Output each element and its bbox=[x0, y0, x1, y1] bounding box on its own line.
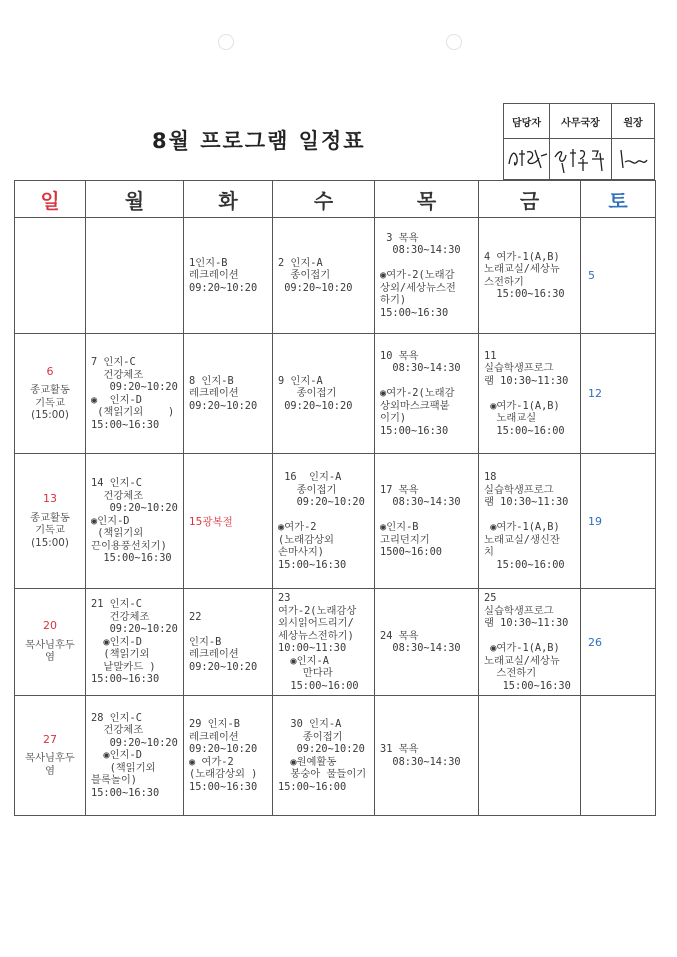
calendar-table bbox=[14, 180, 656, 816]
weekday-fri: 금 bbox=[479, 181, 581, 218]
calendar-cell-thu bbox=[375, 696, 479, 816]
signature-manager bbox=[504, 139, 550, 180]
weekday-sun: 일 bbox=[15, 181, 86, 218]
calendar-cell-sat bbox=[581, 589, 656, 696]
calendar-cell-thu bbox=[375, 218, 479, 334]
schedule-entry: 24 목욕 08:30~14:30 bbox=[380, 629, 461, 654]
schedule-entry: 2 인지-A 종이접기 09:20~10:20 bbox=[278, 256, 353, 294]
calendar-cell-wed bbox=[273, 454, 375, 589]
calendar-cell-thu bbox=[375, 589, 479, 696]
schedule-entry: 25 실습학생프로그 램 10:30~11:30 ◉여가-1(A,B) 노래교실/세상뉴 스전하기 15:00~16:30 bbox=[484, 592, 571, 692]
page-title: 8월 프로그램 일정표 bbox=[152, 129, 366, 153]
calendar-cell-sat bbox=[581, 454, 656, 589]
calendar-cell-fri bbox=[479, 589, 581, 696]
calendar-cell-mon bbox=[86, 589, 184, 696]
calendar-cell-fri bbox=[479, 696, 581, 816]
schedule-entry: 17 목욕 08:30~14:30 ◉인지-B 고리던지기 1500~16:00 bbox=[380, 483, 461, 558]
schedule-entry: 10 목욕 08:30~14:30 ◉여가-2(노래감 상외마스크팩붙 이기) 15:00~16:30 bbox=[380, 349, 461, 437]
approval-header-director: 원장 bbox=[612, 104, 655, 139]
sunday-date: 27 bbox=[43, 732, 57, 746]
calendar-cell-tue bbox=[184, 589, 273, 696]
schedule-entry: 31 목욕 08:30~14:30 bbox=[380, 743, 461, 768]
calendar-cell-fri bbox=[479, 334, 581, 454]
saturday-date: 26 bbox=[588, 635, 602, 649]
sunday-date: 20 bbox=[43, 619, 57, 633]
calendar-cell-sat bbox=[581, 334, 656, 454]
schedule-entry: 16 인지-A 종이접기 09:20~10:20 ◉여가-2 (노래감상외 손마사지) 15:00~16:30 bbox=[278, 471, 365, 571]
calendar-cell-tue bbox=[184, 218, 273, 334]
calendar-cell-wed bbox=[273, 696, 375, 816]
weekday-tue: 화 bbox=[184, 181, 273, 218]
calendar-cell-mon bbox=[86, 334, 184, 454]
sunday-activity: 종교활동 기독교 (15:00) bbox=[30, 384, 70, 421]
calendar-week-row bbox=[15, 696, 656, 816]
sunday-activity: 목사님후두 염 bbox=[25, 638, 75, 664]
signature-director bbox=[612, 139, 655, 180]
calendar-week-row bbox=[15, 454, 656, 589]
approval-header-manager: 담당자 bbox=[504, 104, 550, 139]
saturday-date: 19 bbox=[588, 514, 602, 528]
calendar-week-row bbox=[15, 218, 656, 334]
schedule-entry: 4 여가-1(A,B) 노래교실/세상뉴 스전하기 15:00~16:30 bbox=[484, 250, 565, 300]
schedule-entry: 30 인지-A 종이접기 09:20~10:20 ◉원예활동 봉숭아 물들이기 15:00~16:00 bbox=[278, 718, 367, 793]
calendar-cell-fri bbox=[479, 218, 581, 334]
sunday-date: 13 bbox=[43, 492, 57, 505]
calendar-cell-thu bbox=[375, 454, 479, 589]
calendar-cell-sun bbox=[15, 589, 86, 696]
calendar-cell-mon bbox=[86, 696, 184, 816]
signature-secretary bbox=[550, 139, 612, 180]
calendar-cell-sun bbox=[15, 696, 86, 816]
calendar-cell-fri bbox=[479, 454, 581, 589]
weekday-wed: 수 bbox=[273, 181, 375, 218]
schedule-entry: 23 여가-2(노래감상 외시읽어드리기/ 세상뉴스전하기) 10:00~11:30 ◉인지-A 만다라 15:00~16:00 bbox=[278, 592, 359, 692]
schedule-entry: 21 인지-C 건강체조 09:20~10:20 ◉인지-D (책읽기외 낱말카드 ) 15:00~16:30 bbox=[91, 598, 178, 686]
schedule-entry: 8 인지-B 레크레이션 09:20~10:20 bbox=[189, 374, 258, 412]
punch-hole-left bbox=[218, 34, 234, 50]
schedule-entry: 3 목욕 08:30~14:30 ◉여가-2(노래감 상외/세상뉴스전 하기) 15:00~16:30 bbox=[380, 231, 461, 319]
weekday-mon: 월 bbox=[86, 181, 184, 218]
schedule-entry: 9 인지-A 종이접기 09:20~10:20 bbox=[278, 374, 353, 412]
schedule-entry: 1인지-B 레크레이션 09:20~10:20 bbox=[189, 256, 258, 294]
weekday-thu: 목 bbox=[375, 181, 479, 218]
punch-hole-right bbox=[446, 34, 462, 50]
calendar-cell-sun bbox=[15, 454, 86, 589]
schedule-entry: 7 인지-C 건강체조 09:20~10:20 ◉ 인지-D (책읽기외 ) 15:00~16:30 bbox=[91, 356, 178, 431]
schedule-entry: 18 실습학생프로그 램 10:30~11:30 ◉여가-1(A,B) 노래교실/생신잔 치 15:00~16:00 bbox=[484, 471, 569, 571]
approval-box bbox=[503, 103, 655, 180]
calendar-cell-sat bbox=[581, 218, 656, 334]
schedule-entry: 29 인지-B 레크레이션 09:20~10:20 ◉ 여가-2 (노래감상외 ) 15:00~16:30 bbox=[189, 718, 258, 793]
calendar-cell-tue bbox=[184, 696, 273, 816]
weekday-sat: 토 bbox=[581, 181, 656, 218]
calendar-cell-mon bbox=[86, 218, 184, 334]
calendar-cell-sun bbox=[15, 334, 86, 454]
schedule-entry: 14 인지-C 건강체조 09:20~10:20 ◉인지-D (책읽기외 끈이용풍선치기) 15:00~16:30 bbox=[91, 477, 178, 565]
sunday-activity: 목사님후두 염 bbox=[25, 752, 75, 777]
saturday-date: 12 bbox=[588, 387, 602, 400]
calendar-cell-wed bbox=[273, 589, 375, 696]
calendar-week-row bbox=[15, 589, 656, 696]
calendar-cell-tue bbox=[184, 454, 273, 589]
calendar-cell-mon bbox=[86, 454, 184, 589]
calendar-cell-wed bbox=[273, 218, 375, 334]
sunday-date: 6 bbox=[46, 364, 54, 378]
calendar-cell-sat bbox=[581, 696, 656, 816]
calendar-cell-tue bbox=[184, 334, 273, 454]
calendar-week-row bbox=[15, 334, 656, 454]
saturday-date: 5 bbox=[588, 269, 595, 282]
calendar-cell-sun bbox=[15, 218, 86, 334]
holiday-label: 15광복절 bbox=[189, 515, 233, 528]
calendar-cell-thu bbox=[375, 334, 479, 454]
approval-header-secretary: 사무국장 bbox=[550, 104, 612, 139]
schedule-entry: 28 인지-C 건강체조 09:20~10:20 ◉인지-D (책읽기외 블록놀이) 15:00~16:30 bbox=[91, 711, 178, 799]
sunday-activity: 종교활동 기독교 (15:00) bbox=[30, 511, 70, 549]
schedule-entry: 11 실습학생프로그 램 10:30~11:30 ◉여가-1(A,B) 노래교실 15:00~16:00 bbox=[484, 349, 569, 437]
calendar-cell-wed bbox=[273, 334, 375, 454]
schedule-entry: 22 인지-B 레크레이션 09:20~10:20 bbox=[189, 610, 258, 673]
